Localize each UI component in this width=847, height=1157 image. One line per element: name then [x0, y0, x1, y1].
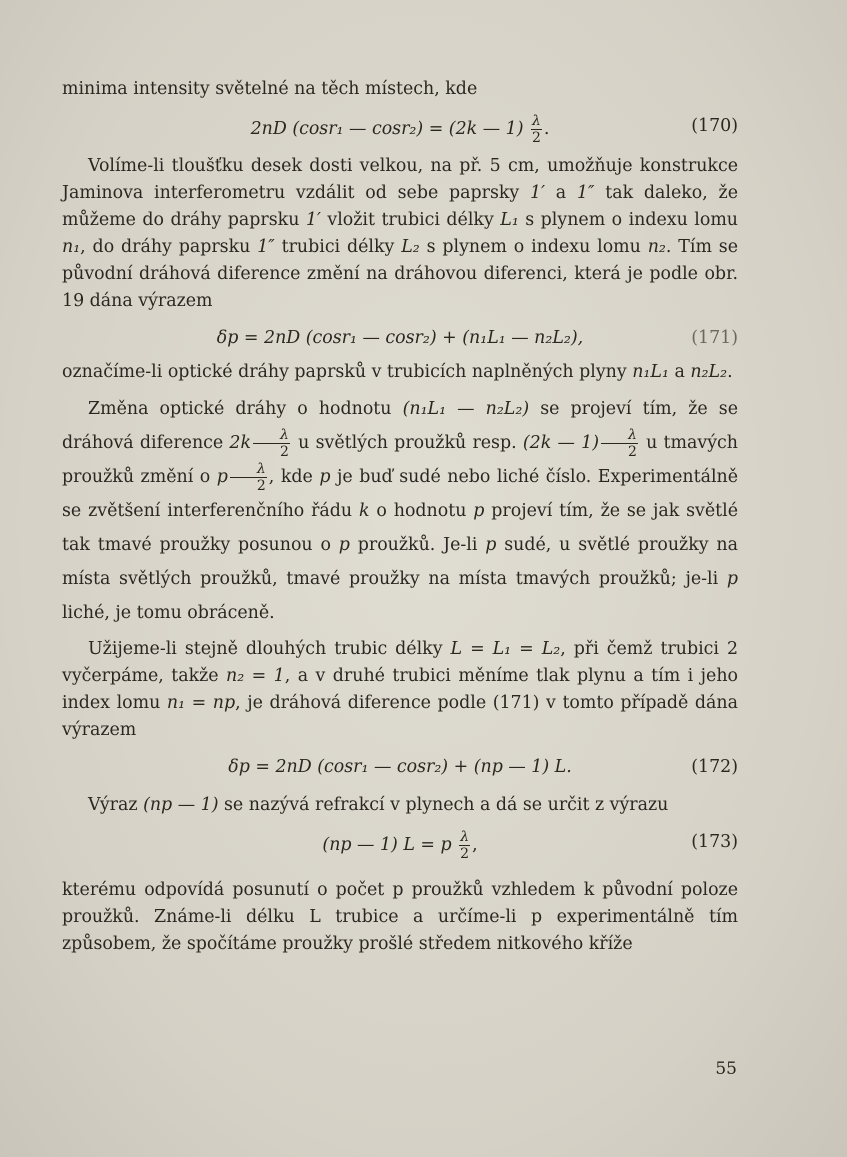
eq171: δp = 2nD (cosr₁ — cosr₂) + (n₁L₁ — n₂L₂),	[216, 328, 584, 348]
equation-173: (np — 1) L = p $\frac{\lambda}{2}$ , (173)	[322, 829, 738, 862]
equation-172	[62, 744, 738, 788]
eq170-left: 2nD (cosr₁ — cosr₂) = (2k — 1)	[250, 119, 524, 139]
paragraph-4: Užijeme-li stejně dlouhých trubic délky L = L₁ = L₂, při čemž trubici 2 vyčerpáme, takže n₂ = 1, a v druhé trubici měníme tlak plynu a tím i jeho index lomu n₁ = np, je dráhová diference podle (171) v tomto případě dána výrazem	[62, 639, 739, 740]
paragraph-6: kterému odpovídá posunutí o počet p proužků vzhledem k původní poloze proužků. Známe-li délku L trubice a určíme-li p experimentálně tím způsobem, že spočítáme proužky prošlé středem nitkového kříže	[62, 880, 738, 954]
text-column	[62, 76, 738, 958]
paragraph-3: Změna optické dráhy o hodnotu (n₁L₁ — n₂L₂) se projeví tím, že se dráhová diference 2k $\frac{\lambda}{2}$ u světlých proužků resp. (2k — 1) $\frac{\lambda}{2}$ u tmavých proužků změní o p $\frac{\lambda}{2}$ , kde p je buď sudé nebo liché číslo. Experimentálně se zvětšení interferenčního řádu k o hodnotu p projeví tím, že se jak světlé tak tmavé proužky posunou o p proužků. Je-li p sudé, u světlé proužky na místa světlých proužků, tmavé proužky na místa tmavých proužků; je-li p liché, je tomu obráceně.	[62, 399, 739, 623]
eq172: δp = 2nD (cosr₁ — cosr₂) + (np — 1) L.	[228, 757, 572, 777]
paragraph-intro: minima intensity světelné na těch místech, kde	[62, 79, 478, 99]
eq173-left: (np — 1) L = p	[322, 835, 452, 855]
paragraph-1: Volíme-li tloušťku desek dosti velkou, na př. 5 cm, umožňuje konstrukce Jaminova interferometru vzdálit od sebe paprsky 1′ a 1″ tak daleko, že můžeme do dráhy paprsku 1′ vložit trubici délky L₁ s plynem o indexu lomu n₁, do dráhy paprsku 1″ trubici délky L₂ s plynem o indexu lomu n₂. Tím se původní dráhová diference změní na dráhovou diferenci, která je podle obr. 19 dána výrazem	[62, 156, 739, 311]
eq172-number: (172)	[691, 757, 738, 777]
page-number: 55	[715, 1059, 737, 1079]
paragraph-2: označíme-li optické dráhy paprsků v trubicích naplněných plyny n₁L₁ a n₂L₂.	[62, 362, 733, 382]
eq170-number: (170)	[691, 116, 738, 136]
paragraph-5: Výraz (np — 1) se nazývá refrakcí v plynech a dá se určit z výrazu	[88, 795, 669, 815]
eq170-fraction: $\frac{\lambda}{2}$	[531, 113, 541, 146]
equation-170: 2nD (cosr₁ — cosr₂) = (2k — 1) $\frac{\lambda}{2}$ . (170)	[250, 113, 738, 146]
eq173-fraction: $\frac{\lambda}{2}$	[460, 829, 470, 862]
eq173-number: (173)	[691, 832, 738, 852]
eq171-number: (171)	[691, 328, 738, 348]
equation-171	[62, 315, 738, 359]
